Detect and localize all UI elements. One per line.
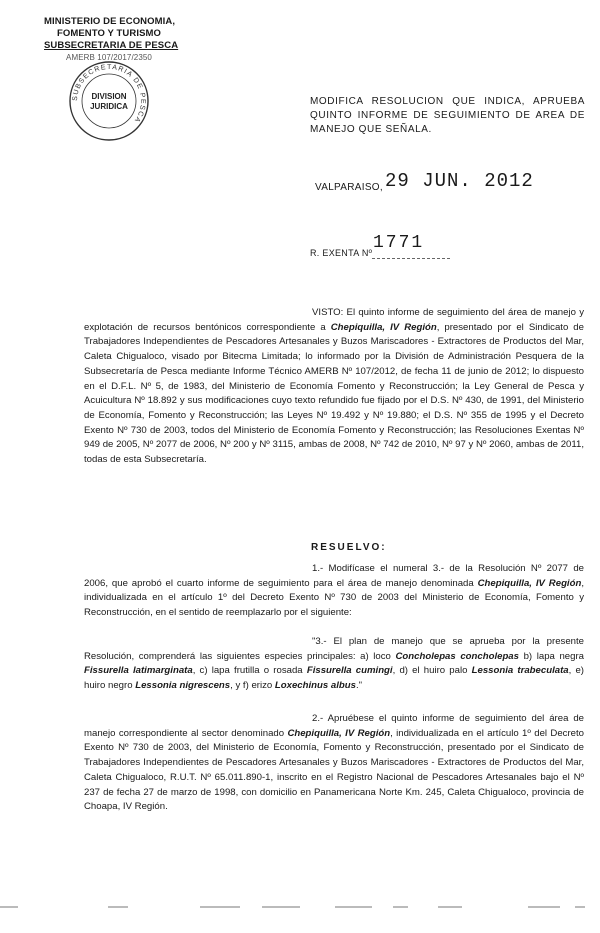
species-loco: Concholepas concholepas — [395, 650, 519, 662]
species-huiro-palo: Lessonia trabeculata — [471, 665, 569, 677]
item1-text-2: , individualizada en el artículo 1º del Decreto Exento Nº 730 de 2003 del Ministerio de Economía, Fomento y Reconstrucción, en el sentido de reemplazarlo por el siguiente: — [84, 577, 584, 619]
quote-text-5: , e) huiro negro — [84, 665, 584, 692]
quote-text-7: ." — [355, 680, 363, 692]
quote-text-1: "3.- El plan de manejo que se aprueba por la presente Resolución, comprenderá las siguientes especies principales: a) loco — [84, 636, 584, 662]
stamp-ring-text: SUBSECRETARIA DE PESCA — [71, 63, 147, 125]
species-erizo: Loxechinus albus — [274, 680, 356, 692]
resolution-label: R. EXENTA Nº — [310, 248, 373, 258]
visto-paragraph — [84, 306, 584, 468]
quote-text-2: b) lapa negra — [518, 650, 585, 662]
resolution-underline — [372, 258, 450, 259]
quote-text-6: , y f) erizo — [230, 680, 275, 692]
resolution-item-2 — [84, 712, 584, 815]
quoted-numeral-3 — [84, 635, 584, 694]
item1-place: Chepiquilla, IV Región — [477, 577, 582, 589]
item2-text-2: , individualizada en el artículo 1º del Decreto Exento Nº 730 de 2003, del Ministerio de Economía, Fomento y Reconstrucción, presentado por el Sindicato de Trabajadores Independientes de Pescadores Artesanales y Buzos Mariscadores - Extractores de Productos del Mar, Caleta Chigualoco, R.U.T. Nº 65.011.890-1, inscrito en el Registro Nacional de Pescadores Artesanales bajo el Nº 237 de fecha 27 de marzo de 1998, con domicilio en Panamericana Norte Km. 245, Caleta Chigualoco, provincia de Choapa, IV Región. — [84, 727, 584, 813]
resolution-item-1 — [84, 562, 584, 621]
stamp-center-line-1: DIVISION — [91, 92, 127, 101]
ministry-line-1: MINISTERIO DE ECONOMIA, — [44, 16, 176, 27]
species-lapa-frutilla: Fissurella cumingi — [306, 665, 393, 677]
visto-text-2: , presentado por el Sindicato de Trabajadores Independientes de Pescadores Artesanales y Buzos Mariscadores - Extractores de Productos del Mar, Caleta Chigualoco, visado por Bitecma Limitada; lo informado por la División de Administración Pesquera de la Subsecretaría de Pesca mediante Informe Técnico AMERB Nº 107/2012, de fecha 11 de junio de 2012; lo dispuesto en el D.F.L. Nº 5, de 1983, del Ministerio de Economía Fomento y Reconstrucción; la Ley General de Pesca y Acuicultura Nº 18.892 y sus modificaciones cuyo texto refundido fue fijado por el D.S. Nº 430, de 1991, del Ministerio de Economía, Fomento y Reconstrucción; las Leyes Nº 19.492 y Nº 19.880; el D.S. Nº 355 de 1995 y el Decreto Exento Nº 730 de 2003, todos del Ministerio de Economía Fomento y Reconstrucción; las Resoluciones Exentas Nº 949 de 2005, Nº 2077 de 2006, Nº 200 y Nº 3115, ambas de 2008, Nº 742 de 2010, Nº 97 y Nº 2060, ambas de 2011, todas de esta Subsecretaría. — [84, 321, 584, 466]
resolution-number: 1771 — [373, 233, 425, 253]
reference-code: AMERB 107/2017/2350 — [66, 53, 152, 62]
item2-text-1: 2.- Apruébese el quinto informe de seguimiento del área de manejo correspondiente al sector denominado — [84, 713, 584, 739]
stamp-center-line-2: JURIDICA — [90, 102, 128, 111]
ministry-header — [44, 16, 179, 64]
resuelvo-heading: RESUELVO: — [311, 542, 387, 553]
quote-text-4: , d) el huiro palo — [392, 665, 472, 677]
document-title: MODIFICA RESOLUCION QUE INDICA, APRUEBA QUINTO INFORME DE SEGUIMIENTO DE AREA DE MANEJO QUE SEÑALA. — [310, 96, 585, 135]
item2-place: Chepiquilla, IV Región — [287, 727, 391, 739]
quote-text-3: , c) lapa frutilla o rosada — [192, 665, 307, 677]
date-stamp: 29 JUN. 2012 — [385, 170, 534, 192]
species-lapa-negra: Fissurella latimarginata — [84, 665, 193, 677]
city-label: VALPARAISO, — [315, 182, 383, 193]
ministry-line-2: FOMENTO Y TURISMO — [56, 28, 162, 39]
species-huiro-negro: Lessonia nigrescens — [135, 680, 231, 692]
subsecretaria-line: SUBSECRETARIA DE PESCA — [44, 40, 179, 51]
division-juridica-stamp — [68, 60, 150, 142]
visto-text-1: VISTO: El quinto informe de seguimiento del área de manejo y explotación de recursos bentónicos correspondiente a — [84, 307, 584, 333]
item1-text-1: 1.- Modifícase el numeral 3.- de la Resolución Nº 2077 de 2006, que aprobó el cuarto informe de seguimiento para el área de manejo denominada — [84, 563, 584, 589]
footer-scan-marks — [0, 895, 600, 915]
visto-place: Chepiquilla, IV Región — [330, 321, 437, 333]
